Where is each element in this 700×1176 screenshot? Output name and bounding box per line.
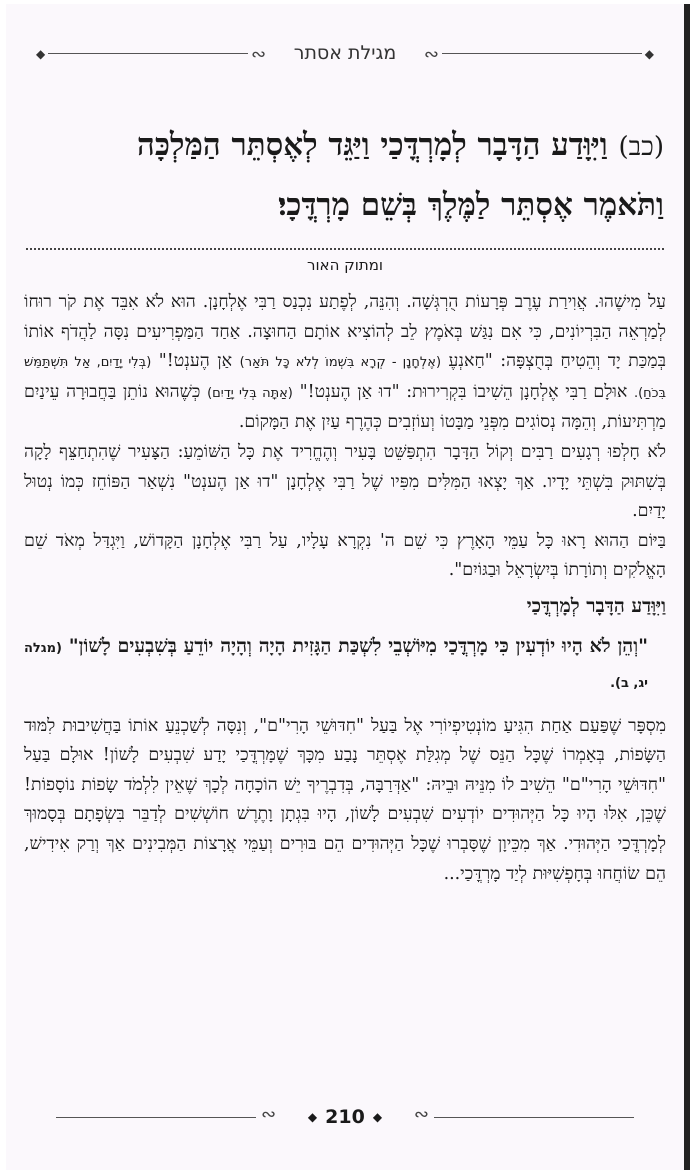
flourish-ornament-icon: ∾ — [423, 44, 439, 65]
quote-text: "וְהֵן לֹא הָיוּ יוֹדְעִין כִּי מָרְדֳּכַי מִיּוֹשְׁבֵי לִשְׁכַּת הַגָּזִית הָיָה וְהָיָה יוֹדֵעַ בְּשִׁבְעִים לָשׁוֹן" — [68, 634, 648, 657]
verse-line-2: וַתֹּאמֶר אֶסְתֵּר לַמֶּלֶךְ בְּשֵׁם מָרְדֳּכָי׃ — [278, 187, 664, 223]
page-number: 210 — [325, 1106, 365, 1128]
paragraph-text: עַל מִישֶׁהוּ. אֲוִירַת עֶרֶב פְּרָעוֹת הֻרְגְּשָׁה. וְהִנֵּה, לְפֶתַע נִכְנַס רַבִּי אֶלְחָנָן. הוּא לֹא אִבֵּד אֶת קֹר רוּחוֹ לְמַרְאֵה הַבִּרְיוֹנִים, כִּי אִם נִגַּשׁ בְּאֹמֶץ לֵב לְהוֹצִיא אוֹתָם הַחוּצָה. אַחַד הַמַּפְרִיעִים נִסָּה לַהֲדֹף אוֹתוֹ בְּמַכַּת יָד וְהֵטִיחַ בְּחֻצְפָּה: "חַאנְעֶ — [24, 292, 666, 372]
paragraph: מִסְפָּר שֶׁפַּעַם אַחַת הִגִּיעַ מוֹנְטִיפְיוֹרִי אֶל בַּעַל "חִדּוּשֵׁי הָרִי"ם", וְנִסָּה לְשַׁכְנֵעַ אוֹתוֹ בַּחֲשִׁיבוּת לִמּוּד הַשָּׂפוֹת, בְּאָמְרוֹ שֶׁכָּל הַנֵּס שֶׁל מְגִלַּת אֶסְתֵּר נָבַע מִכָּךְ שֶׁמָּרְדֳּכַי יָדַע שִׁבְעִים לָשׁוֹן! אוּלָם בַּעַל "חִדּוּשֵׁי הָרִי"ם" הֵשִׁיב לוֹ מִנֵּיהּ וּבֵיהּ: "אַדְּרַבָּה, בְּדִבְרֶיךָ יֵשׁ הוֹכָחָה לְכָךְ שֶׁאֵין לִלְמֹד שָׂפוֹת נוֹסָפוֹת! שֶׁכֵּן, אִלּוּ הָיוּ כָּל הַיְּהוּדִים יוֹדְעִים שִׁבְעִים לָשׁוֹן, הָיוּ בִּגְתָן וָתֶרֶשׁ חוֹשְׁשִׁים לְדַבֵּר בִּשְׂפָתָם בְּסָמוּךְ לְמָרְדֳּכַי הַיְּהוּדִי. אַךְ מִכֵּיוָן שֶׁסָּבְרוּ שֶׁכָּל הַיְּהוּדִים הֵם בּוּרִים וְעַמֵּי אֲרָצוֹת הַמְּבִינִים אַךְ וְרַק אִידִישׁ, הֵם שׂוֹחֲחוּ בְּחָפְשִׁיּוּת לְיַד מָרְדֳּכַי... — [24, 715, 667, 884]
header-rule — [442, 53, 642, 54]
verse-line-1 — [26, 116, 664, 176]
inline-note: (בְּלִי יָדַיִם, אַל תִּשְׁתַּמֵּשׁ בִּכֹחַ). — [24, 355, 667, 401]
header-rule — [48, 53, 248, 54]
diamond-ornament-icon: ◆ — [307, 1110, 318, 1124]
paragraph — [24, 288, 666, 438]
dotted-divider — [26, 248, 664, 250]
paragraph-text: כְּשֶׁהוּא נוֹתֵן בַּחֲבוּרָה עֵינַיִם מַרְתִּיעוֹת, וְהֵמָּה נְסוֹגִים מִפְּנֵי מַבָּטוֹ וְעוֹזְבִים כְּהֶרֶף עַיִן אֶת הַמָּקוֹם. — [24, 381, 666, 433]
flourish-ornament-icon: ∾ — [413, 1104, 429, 1125]
flourish-ornament-icon: ∾ — [251, 44, 267, 65]
quote-source: (מגלה יג, ב). — [24, 640, 648, 691]
page-number-group — [308, 1106, 382, 1128]
footer-rule — [56, 1117, 256, 1118]
running-title: מגילת אסתר — [293, 42, 397, 64]
flourish-ornament-icon: ∾ — [261, 1104, 277, 1125]
subheading: וַיִּוָּדַע הַדָּבָר לְמָרְדֳּכַי — [526, 594, 666, 617]
body-text — [24, 288, 666, 889]
verse-number: (כב) — [618, 132, 664, 162]
verse-block — [26, 116, 664, 234]
inline-note: (אֶלְחָנָן - קְרָא בִּשְׁמוֹ לְלֹא כָּל תֹּאַר) — [239, 355, 442, 371]
talmud-quote — [24, 630, 666, 700]
inline-note: (אַתָּה בְּלִי יָדַיִם) — [207, 385, 293, 401]
page-footer — [36, 1102, 654, 1132]
paragraph-text: אוּלָם רַבִּי אֶלְחָנָן הֵשִׁיבוֹ בִּקְרִירוּת: "דוּ אַן הֶענְט!" — [299, 381, 628, 402]
paragraph: לֹא חָלְפוּ רְגָעִים רַבִּים וְקוֹל הַדָּבָר הִתְפַּשֵּׁט בָּעִיר וְהֶחֱרִיד אֶת כָּל הַשּׁוֹמֵעַ: הַצָּעִיר שֶׁהִתְחַצֵּף לָקָה בְּשִׁתּוּק בִּשְׁתֵּי יָדָיו. אַךְ יָצְאוּ הַמִּלִּים מִפִּיו שֶׁל רַבִּי אֶלְחָנָן "דוּ אַן הֶענְט" נִשְׁאַר הַפּוֹחֵז כְּמוֹ נְטוּל יָדַיִם. — [24, 441, 666, 522]
section-heading: ומתוק האור — [306, 256, 383, 274]
paragraph-text: אַן הֶענְט!" — [158, 351, 233, 372]
page-header — [36, 28, 654, 78]
book-page — [6, 4, 690, 1170]
footer-rule — [434, 1117, 634, 1118]
paragraph: בַּיּוֹם הַהוּא רָאוּ כָּל עַמֵּי הָאָרֶץ כִּי שֵׁם ה' נִקְרָא עָלָיו, עַל רַבִּי אֶלְחָנָן הַקָּדוֹשׁ, וַיִּגְדַּל מְאֹד שֵׁם הָאֱלֹקִים וְתוֹרָתוֹ בְּיִשְׂרָאֵל וּבַגּוֹיִם". — [24, 530, 666, 581]
diamond-ornament-icon: ◆ — [36, 47, 46, 61]
diamond-ornament-icon: ◆ — [372, 1110, 383, 1124]
verse-text-1: וַיִּוָּדַע הַדָּבָר לְמָרְדֳּכַי וַיַּגֵּד לְאֶסְתֵּר הַמַּלְכָּה — [136, 127, 608, 163]
diamond-ornament-icon: ◆ — [644, 47, 654, 61]
